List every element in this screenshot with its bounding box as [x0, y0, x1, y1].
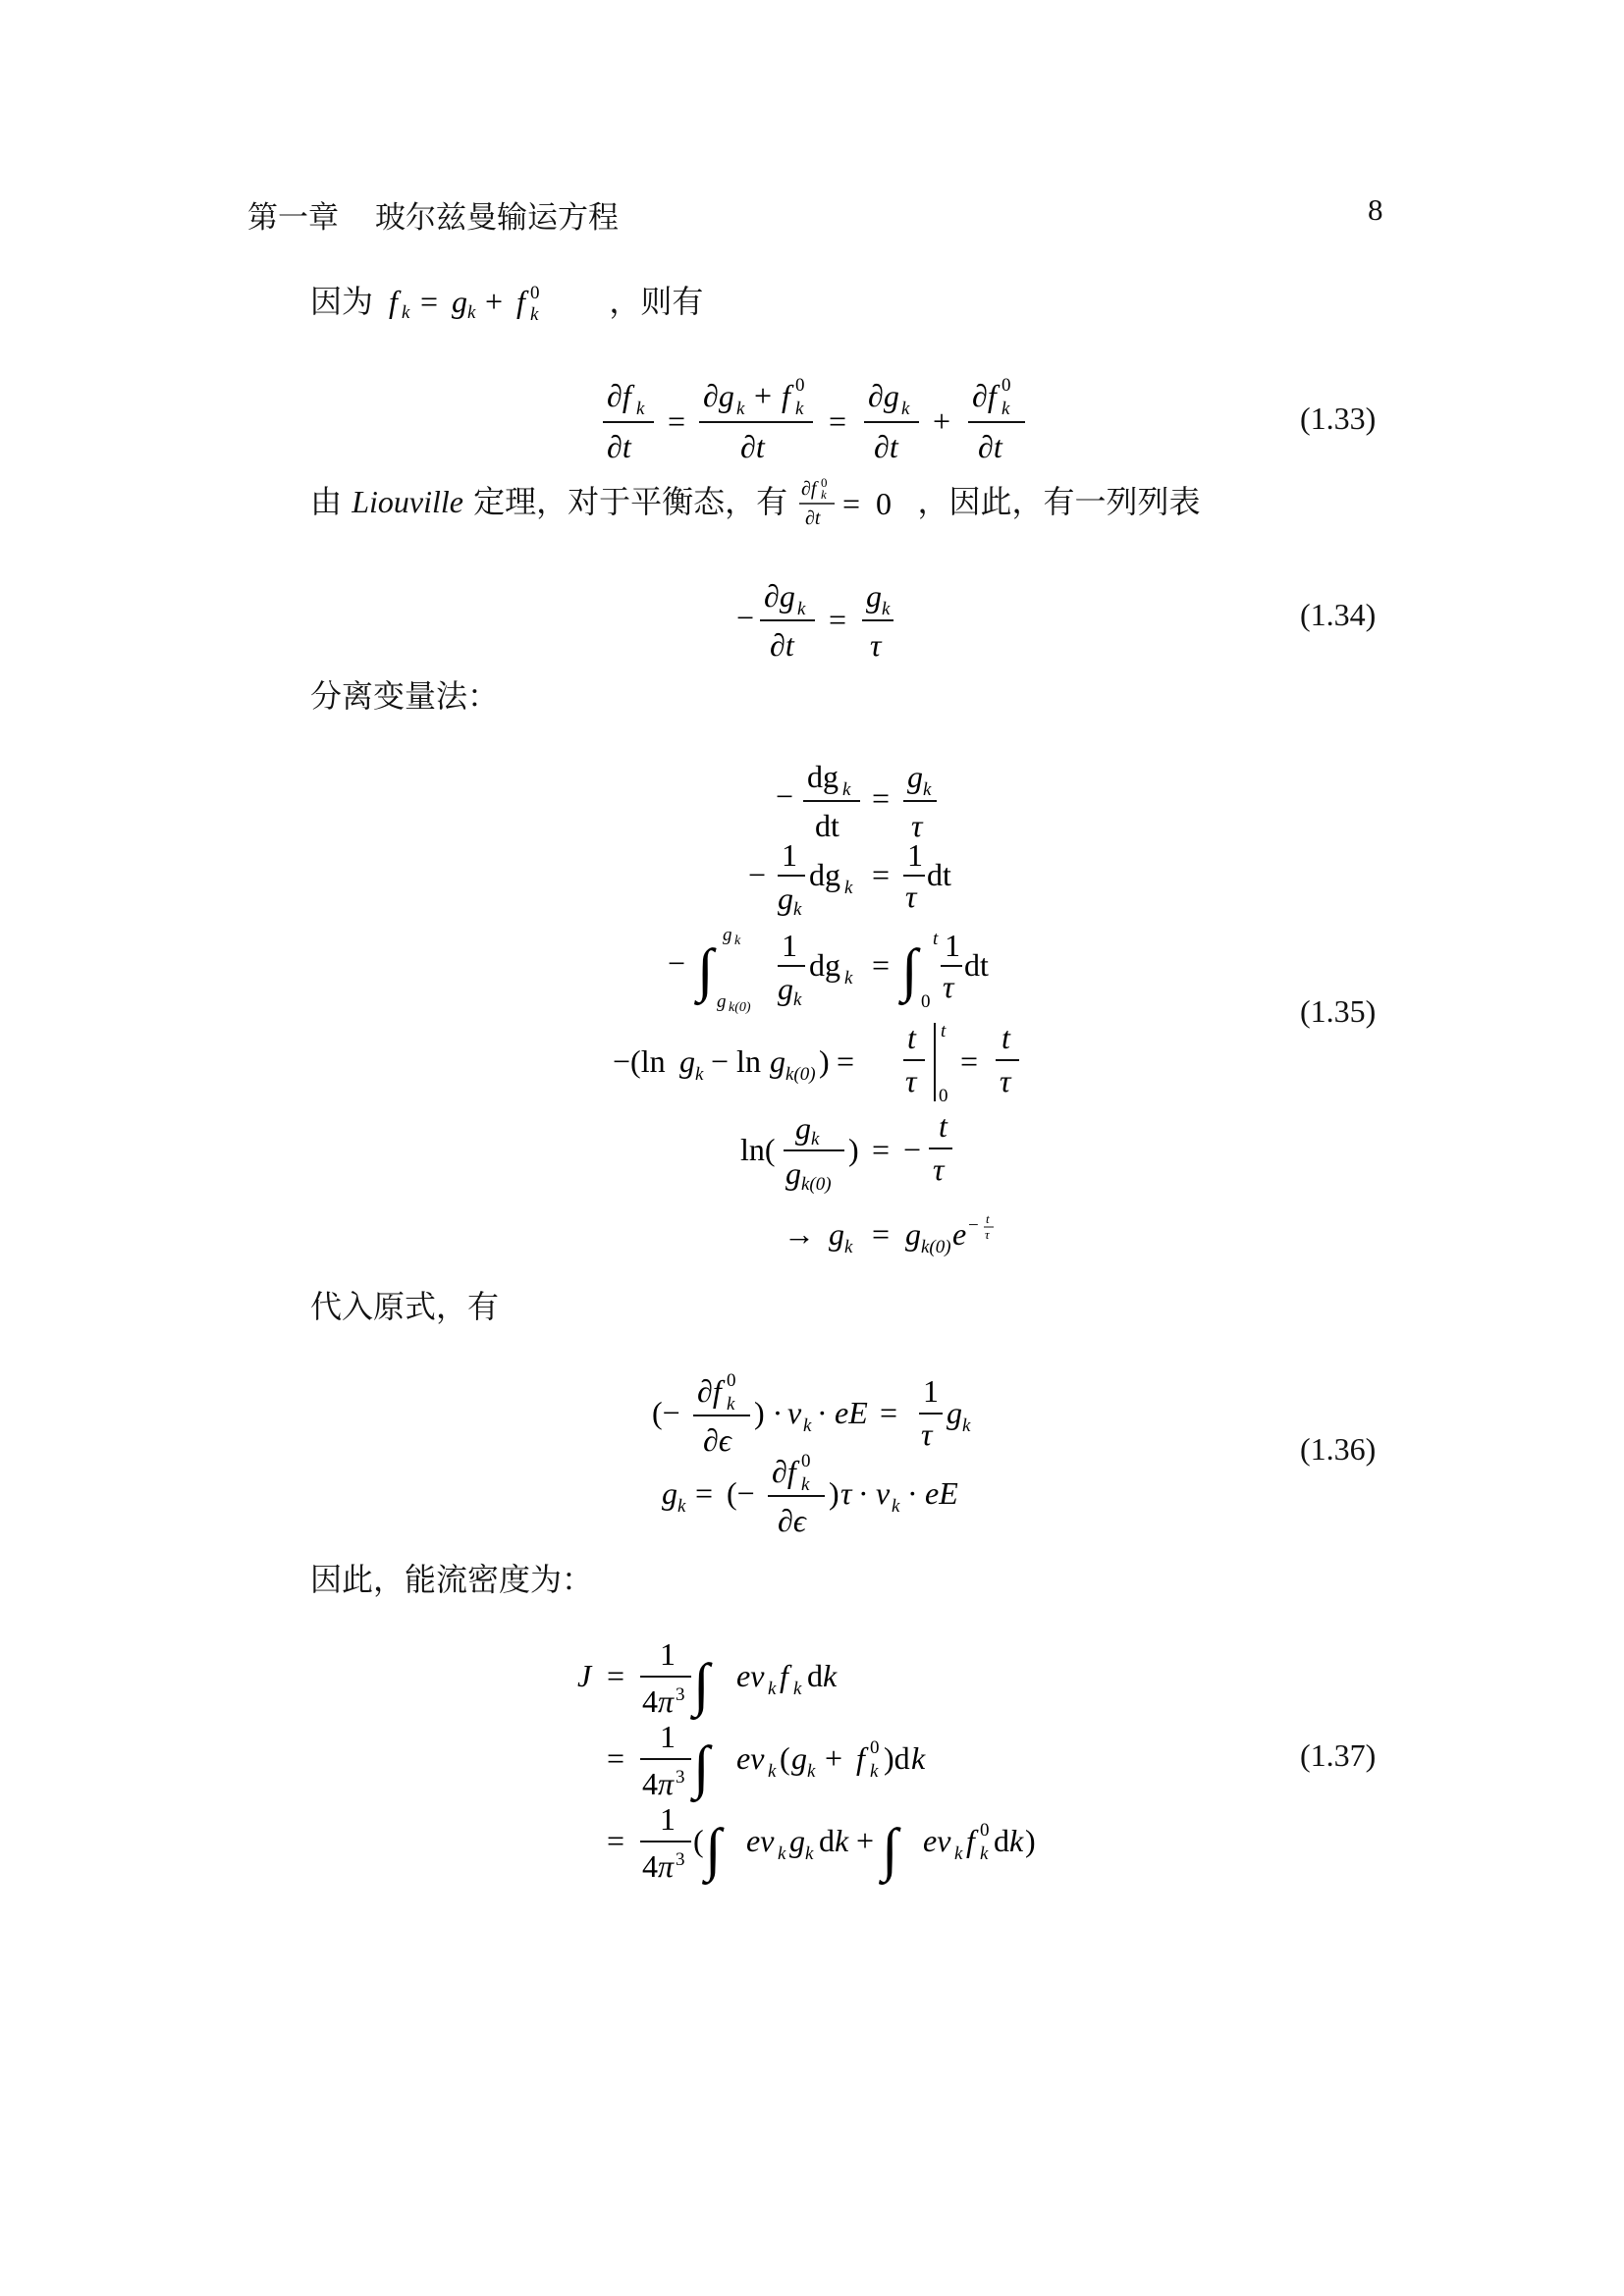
svg-text:4: 4	[642, 1766, 658, 1801]
equation-number-1-34: (1.34)	[1300, 597, 1377, 632]
svg-text:(: (	[693, 1823, 704, 1858]
svg-text:∫: ∫	[697, 937, 714, 1002]
svg-text:g: g	[785, 1155, 801, 1191]
svg-text:g: g	[770, 1043, 785, 1079]
svg-text:−: −	[748, 857, 767, 892]
paragraph-3: 分离变量法：	[310, 677, 500, 715]
svg-text:(−: (−	[727, 1475, 755, 1511]
svg-text:∫: ∫	[693, 1652, 710, 1717]
svg-text:1: 1	[945, 928, 960, 963]
chapter-label: 第一章	[247, 200, 339, 236]
svg-text:=: =	[872, 780, 891, 816]
svg-text:k: k	[530, 304, 539, 324]
svg-text:k: k	[793, 899, 802, 920]
svg-text:k: k	[1009, 1823, 1024, 1858]
svg-text:=: =	[960, 1043, 979, 1079]
svg-text:0: 0	[1001, 375, 1011, 396]
svg-text:−: −	[776, 778, 794, 814]
svg-text:=: =	[607, 1823, 625, 1858]
svg-text:∂t: ∂t	[805, 507, 821, 529]
svg-text:=: =	[420, 284, 439, 319]
paragraph-1-end: ，则有	[609, 283, 704, 320]
svg-text:k: k	[807, 1761, 816, 1782]
svg-text:g: g	[778, 971, 793, 1006]
svg-text:=: =	[829, 602, 847, 637]
svg-text:1: 1	[782, 837, 797, 873]
svg-text:=: =	[837, 1043, 855, 1079]
svg-text:∫: ∫	[901, 937, 918, 1002]
svg-text:ev: ev	[746, 1823, 775, 1858]
svg-text:g: g	[789, 1823, 805, 1858]
svg-text:v: v	[876, 1475, 891, 1511]
svg-text:k: k	[1001, 399, 1010, 419]
svg-text:−: −	[736, 600, 755, 635]
equation-number-1-37: (1.37)	[1300, 1737, 1377, 1773]
svg-text:g: g	[452, 284, 468, 319]
page-number: 8	[1368, 192, 1383, 227]
svg-text:(: (	[780, 1740, 790, 1776]
svg-text:1: 1	[660, 1801, 676, 1837]
svg-text:d: d	[807, 1658, 823, 1693]
equation-1-35	[609, 748, 1031, 1278]
svg-text:+: +	[933, 403, 951, 439]
svg-text:3: 3	[676, 1849, 685, 1870]
svg-text:1: 1	[782, 928, 797, 963]
svg-text:f: f	[966, 1823, 975, 1858]
svg-text:k(0): k(0)	[785, 1064, 816, 1085]
svg-text:τ: τ	[985, 1227, 990, 1242]
svg-text:τ: τ	[911, 808, 923, 843]
svg-text:=: =	[872, 947, 891, 983]
svg-text:f: f	[516, 284, 526, 319]
svg-text:dt: dt	[815, 808, 839, 843]
svg-text:f: f	[782, 378, 790, 413]
svg-text:k: k	[795, 399, 804, 419]
svg-text:−: −	[668, 945, 686, 981]
svg-text:∂f: ∂f	[607, 378, 631, 413]
svg-text:dt: dt	[964, 947, 989, 983]
svg-text:=: =	[668, 403, 686, 439]
svg-text:)d: )d	[884, 1740, 910, 1776]
svg-text:τ: τ	[921, 1416, 933, 1452]
svg-text:eE: eE	[835, 1395, 868, 1430]
svg-text:=: =	[880, 1395, 898, 1430]
svg-text:=: =	[872, 1132, 891, 1167]
svg-text:dg: dg	[809, 857, 840, 892]
svg-text:0: 0	[821, 475, 828, 490]
paragraph-2-start: 由	[310, 483, 343, 520]
svg-text:τ: τ	[905, 879, 917, 914]
svg-text:τ: τ	[840, 1475, 852, 1511]
svg-text:=: =	[842, 486, 861, 521]
svg-text:g: g	[717, 991, 727, 1012]
svg-text:·: ·	[817, 1395, 828, 1430]
svg-text:=: =	[695, 1475, 714, 1511]
svg-text:k: k	[923, 779, 932, 800]
svg-text:4: 4	[642, 1683, 658, 1719]
svg-text:k: k	[768, 1761, 777, 1782]
inline-math-fk-def	[383, 281, 599, 324]
equation-1-33	[589, 365, 1041, 473]
svg-text:(−: (−	[652, 1395, 680, 1430]
svg-text:k: k	[768, 1679, 777, 1699]
svg-text:π: π	[658, 1683, 675, 1719]
svg-text:k: k	[835, 1823, 849, 1858]
chapter-title: 玻尔兹曼输运方程	[375, 200, 619, 236]
svg-text:t: t	[933, 929, 939, 949]
paragraph-1	[310, 277, 703, 324]
svg-text:=: =	[872, 857, 891, 892]
svg-text:d: d	[819, 1823, 835, 1858]
equation-number-1-33: (1.33)	[1300, 400, 1377, 436]
svg-text:1: 1	[660, 1636, 676, 1672]
svg-text:k: k	[844, 878, 853, 898]
svg-text:∂g: ∂g	[764, 578, 795, 614]
svg-text:−(ln: −(ln	[613, 1043, 666, 1079]
svg-text:+: +	[856, 1823, 875, 1858]
svg-text:k(0): k(0)	[729, 1000, 751, 1015]
svg-text:τ: τ	[943, 969, 954, 1004]
svg-text:+: +	[485, 284, 504, 319]
svg-text:0: 0	[795, 375, 805, 396]
svg-text:t: t	[907, 1020, 916, 1055]
svg-text:τ: τ	[905, 1063, 917, 1098]
svg-text:τ: τ	[933, 1151, 945, 1187]
svg-text:k: k	[695, 1064, 704, 1085]
svg-text:k: k	[803, 1415, 812, 1436]
svg-text:∂g: ∂g	[868, 378, 899, 413]
svg-text:k: k	[892, 1496, 900, 1517]
svg-text:k: k	[882, 599, 891, 619]
svg-text:dt: dt	[927, 857, 951, 892]
svg-text:1: 1	[923, 1373, 939, 1409]
svg-text:∫: ∫	[693, 1735, 710, 1799]
svg-text:1: 1	[907, 837, 923, 873]
svg-text:0: 0	[530, 283, 540, 303]
svg-text:f: f	[780, 1658, 788, 1693]
svg-text:τ: τ	[870, 627, 882, 663]
svg-text:k: k	[823, 1658, 838, 1693]
svg-text:g: g	[829, 1216, 844, 1252]
svg-text:∫: ∫	[705, 1817, 722, 1882]
svg-text:k: k	[677, 1496, 686, 1517]
svg-text:=: =	[829, 403, 847, 439]
svg-text:g: g	[791, 1740, 807, 1776]
svg-text:k: k	[805, 1843, 814, 1864]
svg-text:t: t	[941, 1021, 947, 1041]
svg-text:k: k	[793, 1679, 802, 1699]
svg-text:+: +	[754, 378, 773, 413]
svg-text:0: 0	[876, 486, 893, 521]
svg-text:g: g	[947, 1395, 962, 1430]
paragraph-4: 代入原式，有	[310, 1288, 500, 1325]
svg-text:eE: eE	[925, 1475, 958, 1511]
svg-text:k: k	[467, 302, 476, 323]
svg-text:·: ·	[907, 1475, 918, 1511]
svg-text:g: g	[723, 925, 732, 945]
inline-math-equilibrium	[797, 475, 907, 530]
svg-text:dg: dg	[807, 759, 839, 794]
svg-text:e: e	[952, 1216, 967, 1252]
equation-number-1-35: (1.35)	[1300, 993, 1377, 1029]
svg-text:k: k	[980, 1843, 989, 1864]
paragraph-1-start: 因为	[310, 283, 374, 320]
svg-text:∂t: ∂t	[770, 627, 794, 663]
svg-text:0: 0	[727, 1370, 736, 1391]
svg-text:1: 1	[660, 1719, 676, 1754]
svg-text:π: π	[658, 1848, 675, 1884]
svg-text:g: g	[679, 1043, 695, 1079]
svg-text:k: k	[842, 779, 851, 800]
svg-text:g: g	[905, 1216, 921, 1252]
svg-text:J: J	[577, 1658, 592, 1693]
svg-text:t: t	[939, 1108, 947, 1144]
svg-text:− ln: − ln	[711, 1043, 761, 1079]
equation-1-37	[573, 1631, 1084, 1896]
svg-text:4: 4	[642, 1848, 658, 1884]
svg-text:k: k	[901, 399, 910, 419]
svg-text:d: d	[994, 1823, 1009, 1858]
paragraph-2	[310, 475, 1201, 530]
svg-text:k: k	[844, 968, 853, 988]
equation-1-36	[648, 1361, 1001, 1547]
svg-text:3: 3	[676, 1767, 685, 1788]
svg-text:0: 0	[801, 1451, 811, 1471]
svg-text:→: →	[784, 1216, 815, 1252]
svg-text:f: f	[856, 1740, 865, 1776]
svg-text:·: ·	[858, 1475, 869, 1511]
svg-text:∂f: ∂f	[772, 1454, 796, 1489]
svg-text:∂ϵ: ∂ϵ	[778, 1503, 806, 1538]
liouville-term: Liouville	[352, 484, 463, 519]
svg-text:0: 0	[939, 1086, 948, 1106]
svg-text:ln(: ln(	[740, 1132, 776, 1167]
svg-text:∂f: ∂f	[801, 478, 817, 500]
svg-text:g: g	[795, 1110, 811, 1146]
svg-text:k: k	[797, 599, 806, 619]
svg-text:k: k	[778, 1843, 786, 1864]
svg-text:): )	[848, 1132, 859, 1167]
svg-text:k: k	[811, 1129, 820, 1149]
svg-text:k(0): k(0)	[921, 1237, 951, 1257]
svg-text:g: g	[662, 1475, 677, 1511]
svg-text:−: −	[903, 1132, 922, 1167]
svg-text:∫: ∫	[882, 1817, 898, 1882]
svg-text:∂t: ∂t	[607, 429, 631, 464]
svg-text:) ·: ) ·	[754, 1395, 784, 1430]
svg-text:+: +	[825, 1740, 843, 1776]
svg-text:3: 3	[676, 1684, 685, 1705]
svg-text:=: =	[607, 1740, 625, 1776]
svg-text:k: k	[402, 302, 410, 323]
svg-text:v: v	[787, 1395, 802, 1430]
svg-text:k: k	[734, 934, 741, 948]
svg-text:∂f: ∂f	[972, 378, 997, 413]
svg-text:k: k	[954, 1843, 963, 1864]
svg-text:∂t: ∂t	[740, 429, 765, 464]
svg-text:ev: ev	[736, 1740, 765, 1776]
svg-text:k: k	[844, 1237, 853, 1257]
svg-text:k: k	[801, 1474, 810, 1495]
svg-text:ev: ev	[923, 1823, 951, 1858]
paragraph-2-end: ，因此，有一列列表	[917, 483, 1201, 520]
svg-text:t: t	[1001, 1020, 1010, 1055]
svg-text:k(0): k(0)	[801, 1174, 832, 1195]
svg-text:k: k	[911, 1740, 926, 1776]
svg-text:−: −	[968, 1215, 979, 1236]
svg-text:): )	[1025, 1823, 1036, 1858]
svg-text:): )	[829, 1475, 839, 1511]
svg-text:∂ϵ: ∂ϵ	[703, 1422, 731, 1458]
svg-text:k: k	[636, 399, 645, 419]
svg-text:f: f	[389, 284, 399, 319]
svg-text:0: 0	[921, 991, 931, 1012]
equation-number-1-36: (1.36)	[1300, 1431, 1377, 1467]
equation-1-34	[734, 569, 901, 667]
svg-text:t: t	[986, 1211, 990, 1226]
svg-text:k: k	[962, 1415, 971, 1436]
paragraph-5: 因此，能流密度为：	[310, 1561, 594, 1598]
svg-text:g: g	[866, 578, 882, 614]
svg-text:=: =	[607, 1658, 625, 1693]
svg-text:k: k	[736, 399, 745, 419]
svg-text:∂f: ∂f	[697, 1373, 722, 1409]
svg-text:k: k	[727, 1394, 735, 1415]
svg-text:0: 0	[980, 1820, 990, 1841]
svg-text:∂t: ∂t	[874, 429, 898, 464]
svg-text:dg: dg	[809, 947, 840, 983]
svg-text:∂g: ∂g	[703, 378, 734, 413]
svg-text:k: k	[821, 487, 828, 502]
paragraph-2-mid: 定理，对于平衡态，有	[473, 483, 788, 520]
svg-text:): )	[819, 1043, 830, 1079]
svg-text:ev: ev	[736, 1658, 765, 1693]
svg-text:g: g	[907, 759, 923, 794]
svg-text:g: g	[778, 881, 793, 916]
svg-text:k: k	[870, 1761, 879, 1782]
svg-text:π: π	[658, 1766, 675, 1801]
svg-text:=: =	[872, 1216, 891, 1252]
svg-text:0: 0	[870, 1737, 880, 1758]
svg-text:τ: τ	[1000, 1063, 1011, 1098]
svg-text:∂t: ∂t	[978, 429, 1002, 464]
svg-text:k: k	[793, 989, 802, 1010]
